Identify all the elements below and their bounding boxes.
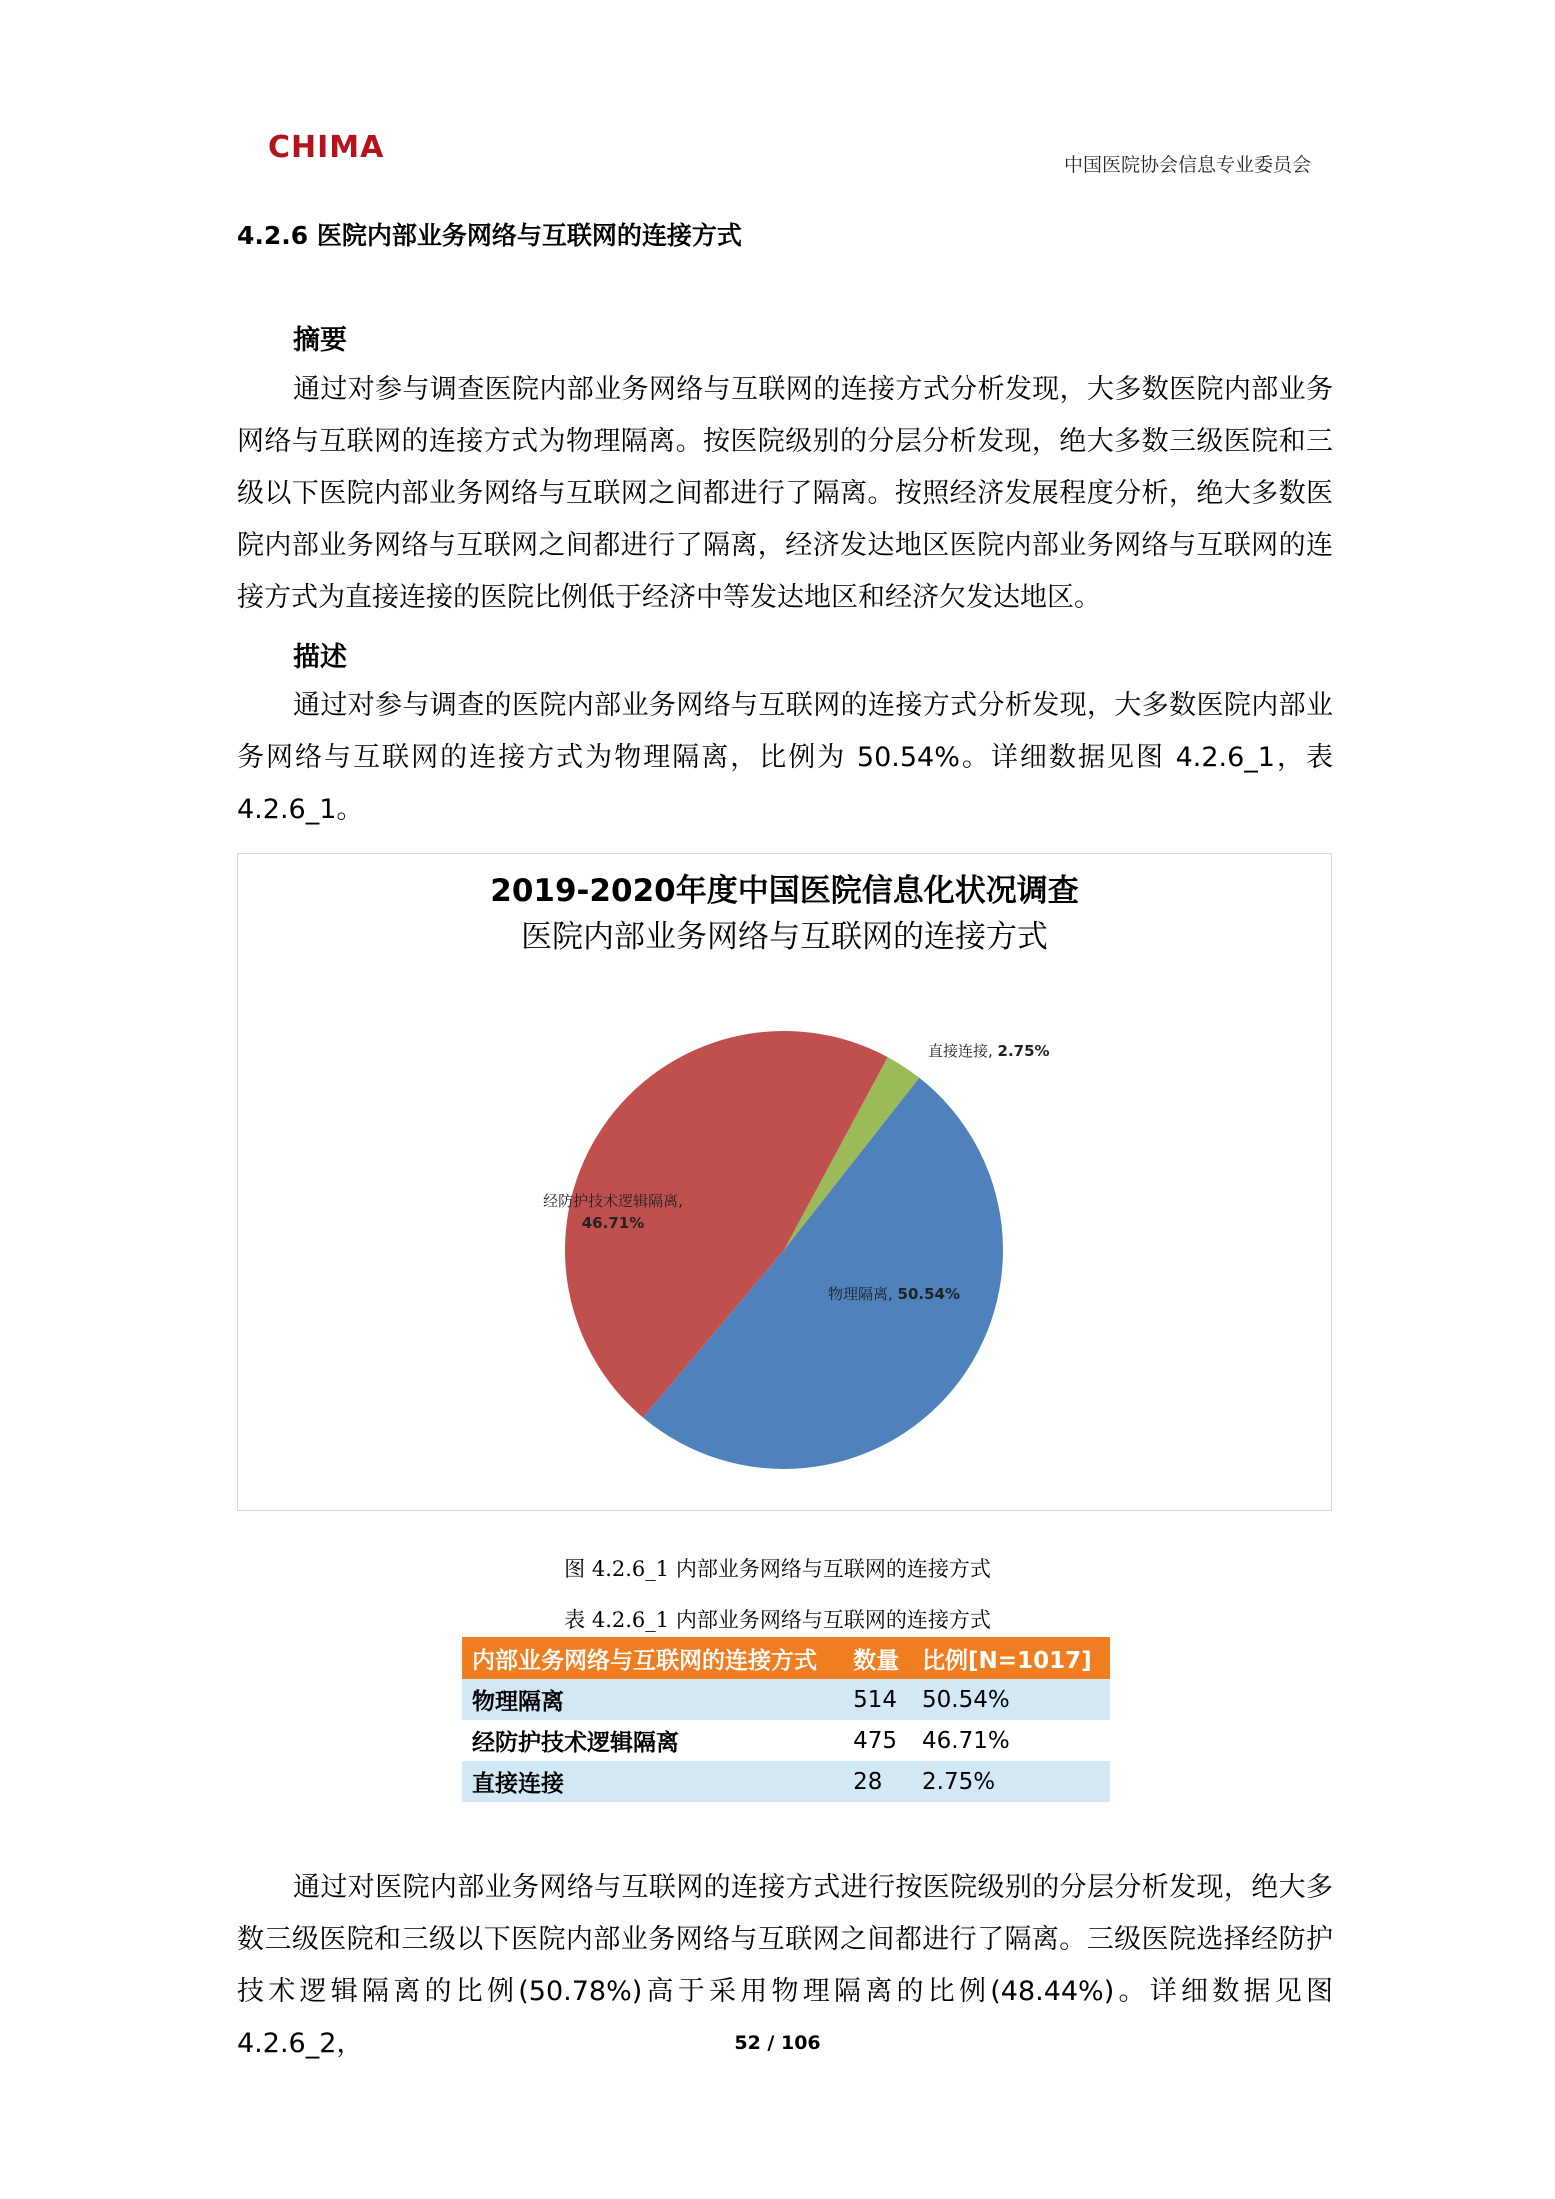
table-header-row (462, 1637, 1110, 1679)
table-cell-count: 514 (843, 1679, 912, 1720)
continuation-paragraph: 通过对医院内部业务网络与互联网的连接方式进行按医院级别的分层分析发现，绝大多数三级医院和三级以下医院内部业务网络与互联网之间都进行了隔离。三级医院选择经防护技术逻辑隔离的比例(50.78%)高于采用物理隔离的比例(48.44%)。详细数据见图 4.2.6_2， (237, 1872, 1333, 2059)
table-header-count: 数量 (843, 1637, 912, 1679)
pie-label-1: 物理隔离, 50.54% (828, 1285, 961, 1303)
pie-chart-svg (238, 854, 1331, 1510)
figure-caption: 图 4.2.6_1 内部业务网络与互联网的连接方式 (564, 1557, 991, 1581)
header-org-name: 中国医院协会信息专业委员会 (1063, 154, 1311, 176)
chart-subtitle: 医院内部业务网络与互联网的连接方式 (521, 919, 1048, 955)
table-cell-method: 物理隔离 (462, 1679, 843, 1720)
pie-chart (237, 853, 1332, 1511)
summary-paragraph: 通过对参与调查医院内部业务网络与互联网的连接方式分析发现，大多数医院内部业务网络与互联网的连接方式为物理隔离。按医院级别的分层分析发现，绝大多数三级医院和三级以下医院内部业务网络与互联网之间都进行了隔离。按照经济发展程度分析，绝大多数医院内部业务网络与互联网之间都进行了隔离，经济发达地区医院内部业务网络与互联网的连接方式为直接连接的医院比例低于经济中等发达地区和经济欠发达地区。 (237, 374, 1333, 613)
section-title: 4.2.6 医院内部业务网络与互联网的连接方式 (237, 221, 742, 250)
page-number: 52 / 106 (734, 2032, 821, 2054)
summary-heading: 摘要 (293, 325, 347, 356)
description-paragraph: 通过对参与调查的医院内部业务网络与互联网的连接方式分析发现，大多数医院内部业务网络与互联网的连接方式为物理隔离，比例为 50.54%。详细数据见图 4.2.6_1，表4.2.6_1。 (237, 690, 1333, 825)
table-caption: 表 4.2.6_1 内部业务网络与互联网的连接方式 (564, 1608, 991, 1632)
table-row (462, 1761, 1110, 1802)
table-row (462, 1720, 1110, 1761)
table-cell-count: 475 (843, 1720, 912, 1761)
table-row (462, 1679, 1110, 1720)
table-cell-ratio: 50.54% (912, 1679, 1110, 1720)
table-cell-ratio: 46.71% (912, 1720, 1110, 1761)
table-cell-method: 经防护技术逻辑隔离 (462, 1720, 843, 1761)
table-cell-ratio: 2.75% (912, 1761, 1110, 1802)
data-table (462, 1637, 1110, 1802)
table-cell-count: 28 (843, 1761, 912, 1802)
chart-title: 2019-2020年度中国医院信息化状况调查 (490, 873, 1079, 909)
pie-label-2: 经防护技术逻辑隔离, 46.71% (543, 1192, 683, 1232)
pie-label-0: 直接连接, 2.75% (928, 1042, 1050, 1060)
table-cell-method: 直接连接 (462, 1761, 843, 1802)
table-header-ratio: 比例[N=1017] (912, 1637, 1110, 1679)
chima-logo: CHIMA (268, 130, 385, 165)
description-heading: 描述 (293, 642, 347, 673)
table-header-method: 内部业务网络与互联网的连接方式 (462, 1637, 843, 1679)
